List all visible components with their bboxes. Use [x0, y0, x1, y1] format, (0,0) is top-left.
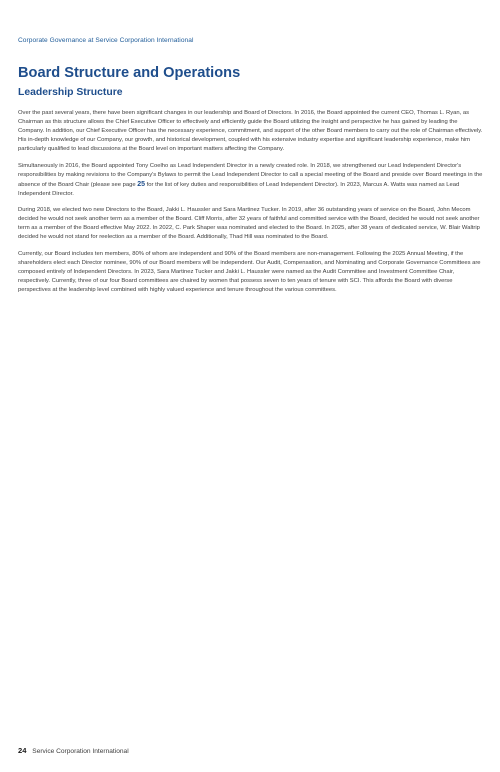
section-title: Board Structure and Operations	[18, 65, 241, 81]
page-reference-link[interactable]: 25	[137, 180, 146, 188]
running-header: Corporate Governance at Service Corporation International	[18, 37, 194, 44]
page-footer	[18, 746, 129, 755]
paragraph-2-text-before: Simultaneously in 2016, the Board appointed Tony Coelho as Lead Independent Director in a newly created role. In 2018, we strengthened our Lead Independent Director's responsibilities by making revisions to the Company's Bylaws to permit the Lead Independent Director to call a special meeting of the Board and preside over Board meetings in the absence of the Board Chair (please see page	[18, 162, 483, 188]
body-text	[18, 109, 484, 302]
paragraph-2	[18, 162, 484, 199]
subsection-title: Leadership Structure	[18, 87, 123, 98]
footer-company-name: Service Corporation International	[32, 748, 129, 755]
paragraph-4: Currently, our Board includes ten members, 80% of whom are independent and 90% of the Board members are non-management. Following the 2025 Annual Meeting, if the shareholders elect each Director nominee, 90% of our Board members will be independent. Our Audit, Compensation, and Nominating and Corporate Governance Committees are composed entirely of Independent Directors. In 2023, Sara Martinez Tucker and Jakki L. Haussler were named as the Audit Committee and Investment Committee Chair, respectively. Currently, three of our four Board committees are chaired by women that possess seven to ten years of tenure with SCI. This affords the Board with diverse perspectives at the leadership level combined with highly valued experience and tenure throughout the various committees.	[18, 250, 481, 293]
page-number: 24	[18, 746, 27, 755]
paragraph-2-text-after: for the list of key duties and responsibilities of Lead Independent Director). In 2023, Marcus A. Watts was named as Lead Independent Director.	[18, 181, 460, 197]
paragraph-1: Over the past several years, there have been significant changes in our leadership and Board of Directors. In 2016, the Board appointed the current CEO, Thomas L. Ryan, as Chairman as this structure allows the Chief Executive Officer to effectively and efficiently guide the Board utilizing the insight and perspective he has gained by leading the Company. In addition, our Chief Executive Officer has the necessary experience, commitment, and support of the other Board members to carry out the role of Chairman effectively. His in-depth knowledge of our Company, our growth, and historical development, coupled with his extensive industry expertise and significant leadership experience, make him particularly qualified to lead discussions at the Board level on important matters affecting the Company.	[18, 110, 483, 152]
paragraph-3: During 2018, we elected two new Directors to the Board, Jakki L. Haussler and Sara Martinez Tucker. In 2019, after 36 outstanding years of service on the Board, John Mecom decided he would not seek another term as a member of the Board. Cliff Morris, after 32 years of faithful and committed service with the Board, decided he would not seek another term as a member of the Board effective May 2022. In 2022, C. Park Shaper was nominated and elected to the Board. In 2025, after 38 years of dedicated service, W. Blair Waltrip decided he would not stand for reelection as a member of the Board. Additionally, Thad Hill was nominated to the Board.	[18, 207, 480, 240]
